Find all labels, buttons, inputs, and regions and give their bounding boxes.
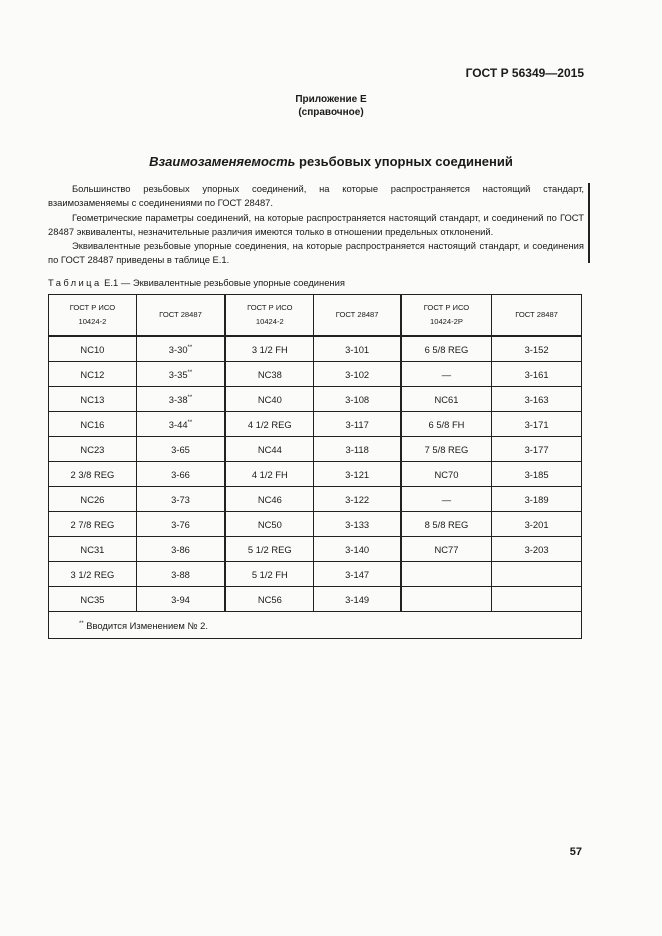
table-cell: 3-185: [492, 462, 582, 487]
table-cell: 3-163: [492, 387, 582, 412]
table-row: [49, 512, 582, 537]
column-header: ГОСТ Р ИСО 10424-2: [49, 295, 137, 337]
table-cell: 3-76: [136, 512, 225, 537]
table-cell: 3-177: [492, 437, 582, 462]
table-cell: NC12: [49, 362, 137, 387]
table-cell: NC50: [225, 512, 314, 537]
annex-subtitle: (справочное): [298, 107, 364, 118]
table-cell: 2 7/8 REG: [49, 512, 137, 537]
table-row: [49, 437, 582, 462]
column-header: ГОСТ Р ИСО 10424-2: [225, 295, 314, 337]
table-cell: 3-65: [136, 437, 225, 462]
table-footnote-row: [49, 612, 582, 639]
table-cell: 3-108: [314, 387, 401, 412]
table-cell: NC13: [49, 387, 137, 412]
table-cell: 3-122: [314, 487, 401, 512]
footnote-text: Вводится Изменением № 2.: [83, 619, 208, 631]
table-row: [49, 537, 582, 562]
footnote-marker: **: [187, 369, 193, 376]
table-cell: 3-121: [314, 462, 401, 487]
table-cell: —: [401, 362, 492, 387]
heading-italic: Взаимозаменяемость: [149, 154, 296, 169]
table-cell: NC70: [401, 462, 492, 487]
table-cell: [492, 562, 582, 587]
table-cell: 5 1/2 REG: [225, 537, 314, 562]
table-cell: 3 1/2 REG: [49, 562, 137, 587]
table-cell: 3-30**: [136, 336, 225, 362]
table-cell: [401, 587, 492, 612]
table-cell: 3-118: [314, 437, 401, 462]
column-header: ГОСТ 28487: [314, 295, 401, 337]
column-header: ГОСТ 28487: [492, 295, 582, 337]
paragraph: Геометрические параметры соединений, на которые распространяется настоящий стандарт, и соединений по ГОСТ 28487 эквиваленты, незначительные различия имеются только в отношении предельных отклонений.: [48, 211, 584, 237]
table-footnote: [49, 612, 582, 639]
table-cell: 3-161: [492, 362, 582, 387]
table-cell: 3-140: [314, 537, 401, 562]
table-cell: NC40: [225, 387, 314, 412]
footnote-marker: **: [79, 620, 84, 627]
table-cell: 3-44**: [136, 412, 225, 437]
table-row: [49, 336, 582, 362]
table-cell: NC35: [49, 587, 137, 612]
table-cell: 3-66: [136, 462, 225, 487]
table-cell: —: [401, 487, 492, 512]
standard-code: ГОСТ Р 56349—2015: [465, 66, 584, 80]
column-header: ГОСТ Р ИСО 10424-2Р: [401, 295, 492, 337]
table-cell: 3-147: [314, 562, 401, 587]
table-cell: 6 5/8 FH: [401, 412, 492, 437]
table-cell: 3-203: [492, 537, 582, 562]
table-row: [49, 387, 582, 412]
table-cell: [401, 562, 492, 587]
table-cell: 3-201: [492, 512, 582, 537]
table-row: [49, 362, 582, 387]
table-cell: 3-94: [136, 587, 225, 612]
table-cell: NC31: [49, 537, 137, 562]
table-cell: NC10: [49, 336, 137, 362]
annex-header: [0, 93, 662, 119]
column-header: ГОСТ 28487: [136, 295, 225, 337]
table-cell: 6 5/8 REG: [401, 336, 492, 362]
table-cell: 3-189: [492, 487, 582, 512]
change-bar: [588, 183, 590, 263]
table-cell: NC38: [225, 362, 314, 387]
table-caption-number: Е.1: [101, 277, 119, 288]
table-caption-label: Таблица: [48, 277, 102, 288]
table-cell: 4 1/2 FH: [225, 462, 314, 487]
table-cell: [492, 587, 582, 612]
table-cell: 3-35**: [136, 362, 225, 387]
table-cell: 3-101: [314, 336, 401, 362]
footnote-marker: **: [187, 419, 193, 426]
annex-title: Приложение Е: [295, 94, 367, 105]
table-cell: 5 1/2 FH: [225, 562, 314, 587]
table-cell: 3-133: [314, 512, 401, 537]
table-cell: NC56: [225, 587, 314, 612]
table-cell: NC44: [225, 437, 314, 462]
table-cell: NC61: [401, 387, 492, 412]
table-caption: [48, 277, 345, 288]
table-cell: NC23: [49, 437, 137, 462]
table-header-row: [49, 295, 582, 337]
body-text: [48, 182, 584, 268]
table-cell: 3-102: [314, 362, 401, 387]
paragraph: Эквивалентные резьбовые упорные соединения, на которые распространяется настоящий стандарт, и соединения по ГОСТ 28487 приведены в таблице Е.1.: [48, 240, 584, 266]
table-cell: 2 3/8 REG: [49, 462, 137, 487]
table-cell: NC77: [401, 537, 492, 562]
table-cell: NC46: [225, 487, 314, 512]
table-row: [49, 587, 582, 612]
table-cell: 3-171: [492, 412, 582, 437]
table-cell: 4 1/2 REG: [225, 412, 314, 437]
table-cell: 3-152: [492, 336, 582, 362]
table-cell: 3-73: [136, 487, 225, 512]
footnote-marker: **: [187, 344, 193, 351]
table-cell: 3-149: [314, 587, 401, 612]
table-row: [49, 487, 582, 512]
table-cell: 3-86: [136, 537, 225, 562]
table-cell: NC16: [49, 412, 137, 437]
section-heading: [0, 154, 662, 169]
paragraph: Большинство резьбовых упорных соединений, на которые распространяется настоящий стандарт, взаимозаменяемы с соединениями по ГОСТ 28487.: [48, 183, 584, 209]
table-cell: 3-88: [136, 562, 225, 587]
page-number: 57: [569, 846, 582, 858]
table-row: [49, 462, 582, 487]
table-cell: 7 5/8 REG: [401, 437, 492, 462]
equivalence-table: [48, 294, 582, 639]
footnote-marker: **: [187, 394, 193, 401]
table-cell: 3-38**: [136, 387, 225, 412]
heading-regular: резьбовых упорных соединений: [295, 154, 513, 169]
table-row: [49, 562, 582, 587]
table-cell: NC26: [49, 487, 137, 512]
table-row: [49, 412, 582, 437]
table-cell: 8 5/8 REG: [401, 512, 492, 537]
table-caption-text: — Эквивалентные резьбовые упорные соединения: [118, 277, 345, 288]
table-cell: 3-117: [314, 412, 401, 437]
table-cell: 3 1/2 FH: [225, 336, 314, 362]
